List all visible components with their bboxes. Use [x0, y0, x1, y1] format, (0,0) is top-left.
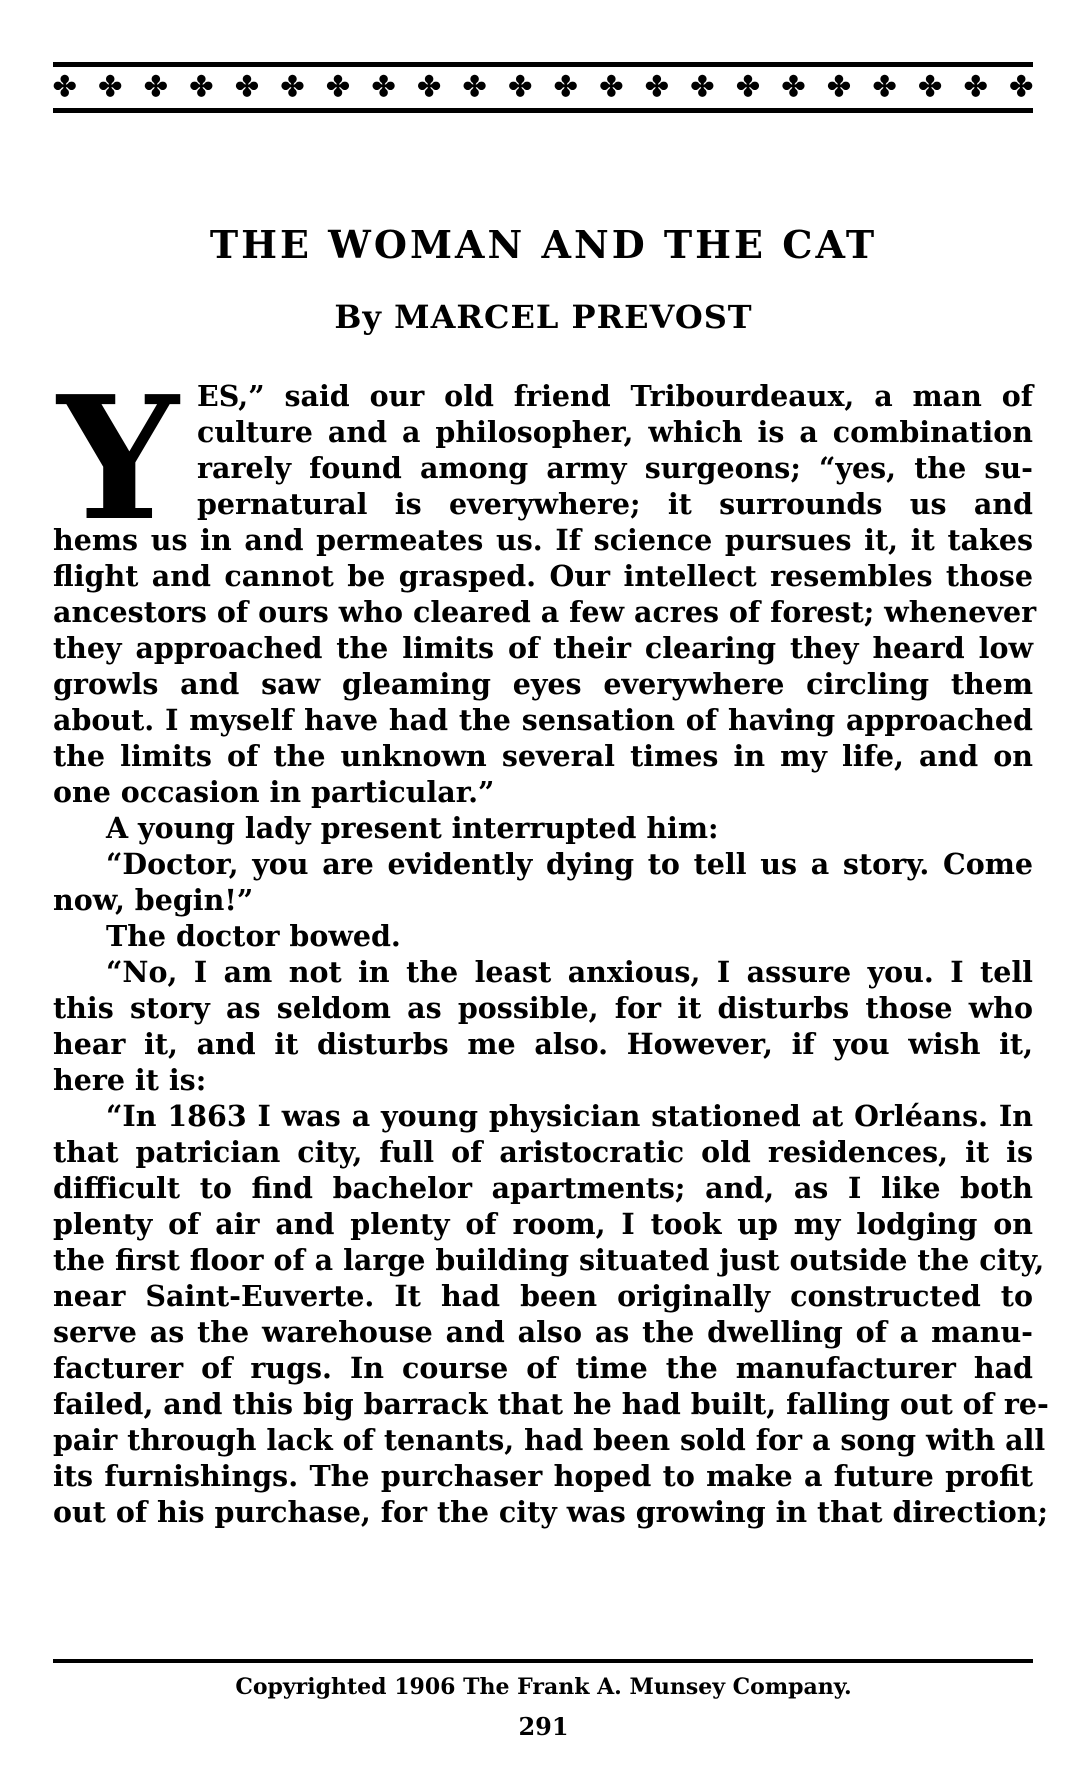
text-line: its furnishings. The purchaser hoped to make a future profit — [53, 1459, 1033, 1493]
text-line: this story as seldom as possible, for it disturbs those who — [53, 991, 1033, 1025]
text-line: facturer of rugs. In course of time the manufacturer had — [53, 1351, 1033, 1385]
text-line: growls and saw gleaming eyes everywhere circling them — [53, 667, 1033, 701]
text-line: one occasion in particular.” — [53, 775, 495, 809]
copyright-notice: Copyrighted 1906 The Frank A. Munsey Company. — [235, 1674, 852, 1700]
header-rule-top — [53, 62, 1033, 67]
text-line: about. I myself have had the sensation of having approached — [53, 703, 1033, 737]
text-line: the first floor of a large building situated just outside the city, — [53, 1243, 1045, 1277]
ornament-icon: ✤ — [280, 70, 305, 103]
ornament-icon: ✤ — [98, 70, 123, 103]
text-line: culture and a philosopher, which is a combination — [197, 415, 1033, 449]
text-line: plenty of air and plenty of room, I took up my lodging on — [53, 1207, 1033, 1241]
drop-cap: Y — [57, 359, 179, 559]
ornament-icon: ✤ — [781, 70, 806, 103]
ornament-icon: ✤ — [371, 70, 396, 103]
text-line: serve as the warehouse and also as the dwelling of a manu- — [53, 1315, 1033, 1349]
text-line: ancestors of ours who cleared a few acres of forest; whenever — [53, 595, 1037, 629]
text-line: they approached the limits of their clearing they heard low — [53, 631, 1033, 665]
ornament-icon: ✤ — [827, 70, 851, 103]
ornament-icon: ✤ — [872, 70, 897, 103]
page-number: 291 — [518, 1712, 569, 1741]
ornament-icon: ✤ — [508, 70, 532, 103]
ornament-icon: ✤ — [235, 70, 259, 103]
author-byline: By MARCEL PREVOST — [334, 298, 753, 336]
footer-rule — [53, 1659, 1033, 1663]
text-line: ES,” said our old friend Tribourdeaux, a man of — [197, 379, 1033, 413]
ornament-icon: ✤ — [1009, 70, 1033, 103]
text-line: hems us in and permeates us. If science pursues it, it takes — [53, 523, 1033, 557]
text-line: pernatural is everywhere; it surrounds us and — [197, 487, 1033, 521]
text-line: pair through lack of tenants, had been sold for a song with all — [53, 1423, 1046, 1457]
ornament-icon: ✤ — [690, 70, 715, 103]
text-line: The doctor bowed. — [106, 919, 401, 953]
header-rule-bottom — [53, 108, 1033, 113]
ornament-icon: ✤ — [189, 70, 214, 103]
text-line: near Saint-Euverte. It had been originally constructed to — [53, 1279, 1033, 1313]
text-line: rarely found among army surgeons; “yes, the su- — [197, 451, 1033, 485]
ornament-icon: ✤ — [144, 70, 168, 103]
ornament-icon: ✤ — [326, 70, 350, 103]
text-line: difficult to find bachelor apartments; and, as I like both — [53, 1171, 1033, 1205]
text-line: “No, I am not in the least anxious, I assure you. I tell — [106, 955, 1033, 989]
text-line: “In 1863 I was a young physician stationed at Orléans. In — [106, 1099, 1033, 1133]
ornament-icon: ✤ — [736, 70, 760, 103]
ornament-icon: ✤ — [554, 70, 578, 103]
ornament-icon: ✤ — [963, 70, 988, 103]
ornament-icon: ✤ — [462, 70, 487, 103]
ornament-border — [53, 72, 1033, 102]
text-line: failed, and this big barrack that he had built, falling out of re- — [53, 1387, 1049, 1421]
ornament-icon: ✤ — [599, 70, 624, 103]
ornament-icon: ✤ — [53, 70, 77, 103]
text-line: A young lady present interrupted him: — [106, 811, 719, 845]
story-title: THE WOMAN AND THE CAT — [209, 222, 878, 267]
text-line: now, begin!” — [53, 883, 254, 917]
ornament-icon: ✤ — [645, 70, 669, 103]
text-line: flight and cannot be grasped. Our intellect resembles those — [53, 559, 1033, 593]
text-line: hear it, and it disturbs me also. However, if you wish it, — [53, 1027, 1033, 1061]
ornament-icon: ✤ — [417, 70, 441, 103]
text-line: that patrician city, full of aristocratic old residences, it is — [53, 1135, 1033, 1169]
text-line: the limits of the unknown several times in my life, and on — [53, 739, 1033, 773]
text-line: here it is: — [53, 1063, 207, 1097]
text-line: out of his purchase, for the city was growing in that direction; — [53, 1495, 1048, 1529]
ornament-icon: ✤ — [918, 70, 942, 103]
text-line: “Doctor, you are evidently dying to tell us a story. Come — [106, 847, 1033, 881]
